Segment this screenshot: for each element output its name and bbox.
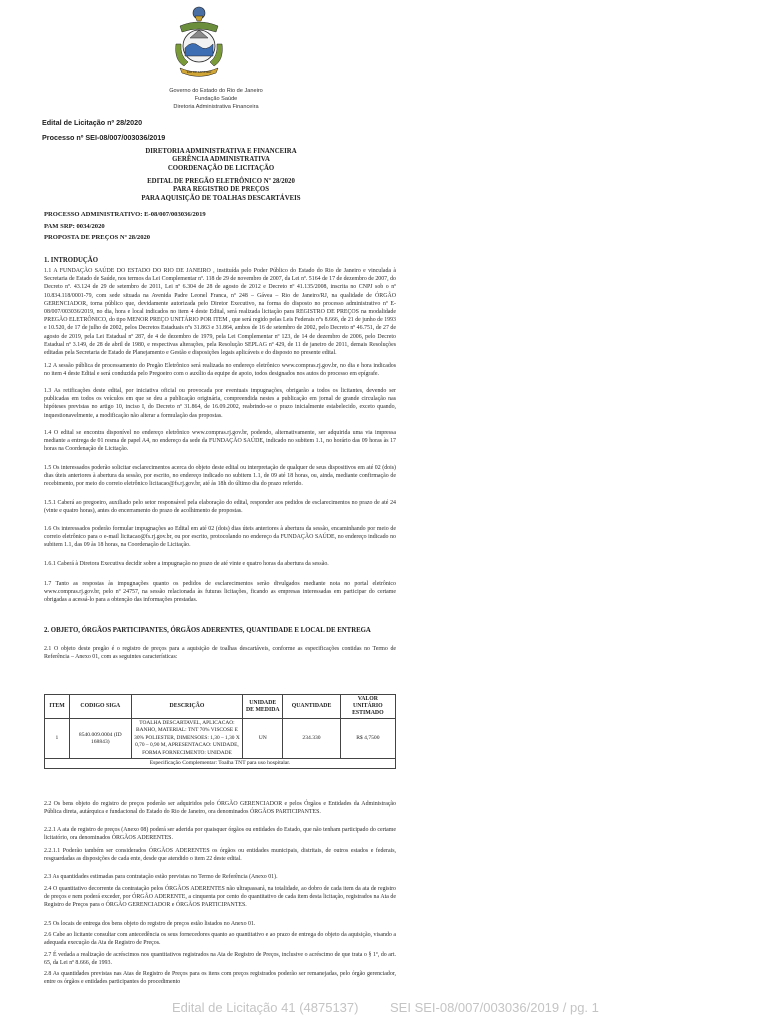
paragraph-2-3: 2.3 As quantidades estimadas para contratação estão previstas no Termo de Referência (Anexo 01). — [44, 874, 278, 880]
footer-document-id: Edital de Licitação 41 (4875137) — [172, 1000, 359, 1015]
diretoria-line: GERÊNCIA ADMINISTRATIVA — [172, 156, 270, 164]
cell-valor: R$ 4,7500 — [340, 719, 395, 759]
diretoria-block — [0, 148, 606, 173]
diretoria-line: DIRETORIA ADMINISTRATIVA E FINANCEIRA — [145, 148, 297, 155]
paragraph-2-6: 2.6 Cabe ao licitante consultar com antecedência os seus fornecedores quanto ao quantitativo e ao prazo de entrega do objeto da aquisição, visando a adequada execução da Ata de Registro de Preços. — [44, 932, 396, 947]
meta-processo: PROCESSO ADMINISTRATIVO: E-08/007/003036/2019 — [44, 211, 206, 218]
paragraph-1-3: 1.3 As retificações deste edital, por iniciativa oficial ou provocada por eventuais impugnações, obrigarão a todos os licitantes, devendo ser publicadas em todos os veículos em que se deu a publicação originária, compreendida nestes a publicação em jornal de grande circulação nas hipóteses previstas no artigo 10, inciso I, do Decreto nº 31.864, de 16.09.2002, reabrindo-se o prazo inicialmente estabelecido, exceto quando, inquestionavelmente, a modificação não alterar a formulação das propostas. — [44, 388, 396, 419]
paragraph-1-7: 1.7 Tanto as respostas às impugnações quanto os pedidos de esclarecimentos serão divulgados mediante nota no portal eletrônico www.compras.rj.gov.br, pelo nº 24757, na sessão relacionada às futuras licitações, ficando as empresas interessadas em participar do certame obrigadas a acessá-lo para a obtenção das informações prestadas. — [44, 581, 396, 604]
cell-note: Especificação Complementar: Toalha TNT para uso hospitalar. — [45, 759, 396, 769]
diretoria-line: COORDENAÇÃO DE LICITAÇÃO — [167, 164, 275, 172]
pregao-line: PARA REGISTRO DE PREÇOS — [173, 186, 269, 194]
cell-unidade: UN — [243, 719, 283, 759]
paragraph-2-8: 2.8 As quantidades previstas nas Atas de Registro de Preços para os itens com preços registrados poderão ser remanejadas, pelo órgão gerenciador, entre os órgãos e entidades participantes do procedimento — [44, 971, 396, 986]
paragraph-1-5-1: 1.5.1 Caberá ao pregoeiro, auxiliado pelo setor responsável pela elaboração do edital, responder aos pedidos de esclarecimentos no prazo de até 24 (vinte e quatro horas), antes do encerramento do prazo de acolhimento de propostas. — [44, 500, 396, 515]
pregao-block — [0, 178, 606, 203]
table-header-row — [45, 695, 396, 719]
col-item: ITEM — [45, 695, 70, 719]
meta-pam: PAM SRP: 0034/2020 — [44, 223, 105, 230]
paragraph-2-2: 2.2 Os bens objeto do registro de preços poderão ser adquiridos pelo ÓRGÃO GERENCIADOR e pelos Órgãos e Entidades da Administração Pública direta, autárquica e fundacional do Estado do Rio de Janeiro, ora denominados ÓRGÃOS PARTICIPANTES. — [44, 801, 396, 816]
header-line-directorate: Diretoria Administrativa Financeira — [173, 104, 259, 110]
cell-item: 1 — [45, 719, 70, 759]
state-coat-of-arms-icon — [170, 4, 228, 82]
col-descricao: DESCRIÇÃO — [131, 695, 243, 719]
table-row — [45, 719, 396, 759]
cell-codigo: 8540.009.0004 (ID 168843) — [69, 719, 131, 759]
section-2-title: 2. OBJETO, ÓRGÃOS PARTICIPANTES, ÓRGÃOS ADERENTES, QUANTIDADE E LOCAL DE ENTREGA — [44, 627, 371, 634]
pregao-line: PARA AQUISIÇÃO DE TOALHAS DESCARTÁVEIS — [141, 194, 301, 202]
edital-title: Edital de Licitação nº 28/2020 — [42, 118, 143, 127]
paragraph-1-6-1: 1.6.1 Caberá à Diretora Executiva decidir sobre a impugnação no prazo de até vinte e quatro horas da abertura da sessão. — [44, 561, 329, 567]
paragraph-1-4: 1.4 O edital se encontra disponível no endereço eletrônico www.compras.rj.gov.br, podendo, alternativamente, ser adquirida uma via impressa mediante a entrega de 01 resma de papel A4, no endereço da sede da FUNDAÇÃO SAÚDE, indicado no subitem 1.1, no horário das 09 horas às 17 horas na Coordenação de Licitação. — [44, 430, 396, 453]
meta-proposta: PROPOSTA DE PREÇOS Nº 28/2020 — [44, 234, 151, 241]
col-valor: VALOR UNITÁRIO ESTIMADO — [340, 695, 395, 719]
cell-descricao: TOALHA DESCARTAVEL, APLICACAO: BANHO, MATERIAL: TNT 70% VISCOSE E 30% POLIESTER, DIMENSOES: 1,30 – 1,30 X 0,70 – 0,90 M, APRESENTACAO: UNIDADE, FORMA FORNECIMENTO: UNIDADE — [131, 719, 243, 759]
pregao-line: EDITAL DE PREGÃO ELETRÔNICO Nº 28/2020 — [147, 178, 295, 185]
paragraph-2-2-1-1: 2.2.1.1 Poderão também ser considerados ÓRGÃOS ADERENTES os órgãos ou entidades municipais, distritais, de outros estados e federais, resguardadas as disposições de cada ente, desde que atendido o item 22 deste edital. — [44, 848, 396, 863]
paragraph-1-6: 1.6 Os interessados poderão formular impugnações ao Edital em até 02 (dois) dias úteis anteriores à abertura da sessão, encaminhando por meio de correio eletrônico para o e-mail licitacao@fs.rj.gov.br, ou por escrito, protocolando no endereço da FUNDAÇÃO SAÚDE, no endereço indicado no subitem 1.1, das 09 às 18 horas, na Coordenação de Licitação. — [44, 526, 396, 549]
col-codigo: CODIGO SIGA — [69, 695, 131, 719]
paragraph-2-5: 2.5 Os locais de entrega dos bens objeto do registro de preços estão listados no Anexo 01. — [44, 921, 256, 927]
paragraph-2-2-1: 2.2.1 A ata de registro de preços (Anexo 08) poderá ser aderida por quaisquer órgãos ou entidades do Estado, que não tenham participado do certame licitatório, ora denominados ÓRGÃOS ADERENTES. — [44, 827, 396, 842]
paragraph-2-7: 2.7 É vedada a realização de acréscimos nos quantitativos registrados na Ata de Registro de Preços, inclusive o acréscimo de que trata o § 1º, do art. 65, da Lei nº 8.666, de 1993. — [44, 952, 396, 967]
col-unidade: UNIDADE DE MEDIDA — [243, 695, 283, 719]
paragraph-1-1: 1.1 A FUNDAÇÃO SAÚDE DO ESTADO DO RIO DE JANEIRO , instituída pelo Poder Público do Estado do Rio de Janeiro e vinculada à Secretaria de Estado de Saúde, nos termos da Lei Complementar nº. 118 de 29 de novembro de 2007, da Lei nº. 5164 de 17 de dezembro de 2007, do Decreto nº. 43.124 de 29 de setembro de 2011, Lei nº 6.304 de 28 de agosto de 2012 e Decreto nº 41.135/2008, inscrita no CNPJ sob o nº 10.834.118/0001-79, com sede situada na Avenida Padre Leonel Franca, nº 248 – Gávea – Rio de Janeiro/RJ, na qualidade de ÓRGÃO GERENCIADOR, torna público que, devidamente autorizada pelo Diretor Executivo, na forma do disposto no processo administrativo nº E-08/007/003036/2019, no dia, hora e local indicados no item 4 deste Edital, será realizada licitação para REGISTRO DE PREÇOS na modalidade PREGÃO ELETRÔNICO, do tipo MENOR PREÇO UNITÁRIO POR ITEM , que será regido pelas Leis Federais nºs 8.666, de 21 de junho de 1993 e 10.520, de 17 de julho de 2002, pelos Decretos Estaduais nºs 31.863 e 31.864, ambos de 16 de setembro de 2002, pelo Decreto nº 46.751, de 27 de agosto de 2019, pela Lei Estadual nº 287, de 4 de dezembro de 1979, pela Lei Complementar nº 123, de 14 de dezembro de 2006, pelo Decreto Estadual nº 3.149, de 28 de abril de 1980, e respectivas alterações, pela Resolução SEPLAG nº 429, de 11 de janeiro de 2011, demais Resoluções editadas pela Secretaria de Estado de Planejamento e Gestão e disposições legais aplicáveis e do disposto no presente edital. — [44, 268, 396, 357]
paragraph-1-5: 1.5 Os interessados poderão solicitar esclarecimentos acerca do objeto deste edital ou interpretação de qualquer de seus dispositivos em até 02 (dois) dias úteis anteriores à abertura da sessão, por escrito, no endereço indicado no subitem 1.1, de 09 até 18 horas, ou, ainda, mediante confirmação de recebimento, por meio do correio eletrônico licitacao@fs.rj.gov.br, até às 18h do último dia do prazo referido. — [44, 465, 396, 488]
table-note-row — [45, 759, 396, 769]
processo-title: Processo nº SEI-08/007/003036/2019 — [42, 133, 166, 142]
paragraph-2-1: 2.1 O objeto deste pregão é o registro de preços para a aquisição de toalhas descartáveis, conforme as especificações contidas no Termo de Referência – Anexo 01, com as seguintes características: — [44, 646, 396, 661]
header-line-government: Governo do Estado do Rio de Janeiro — [169, 88, 263, 94]
items-table — [44, 694, 396, 769]
paragraph-2-4: 2.4 O quantitativo decorrente da contratação pelos ÓRGÃOS ADERENTES não ultrapassará, na totalidade, ao dobro de cada item da ata de registro de preços e nem poderá exceder, por ÓRGÃO ADERENTE, a cinquenta por cento do quantitativo de cada item desta licitação, registrados na Ata de Registro de Preços para o ÓRGÃO GERENCIADOR e ÓRGÃOS PARTICIPANTES. — [44, 886, 396, 909]
header-line-foundation: Fundação Saúde — [194, 96, 238, 102]
paragraph-1-2: 1.2 A sessão pública de processamento do Pregão Eletrônico será realizada no endereço eletrônico www.compras.rj.gov.br, no dia e hora indicados no item 4 deste Edital e será conduzida pelo Pregoeiro com o auxílio da equipe de apoio, todos designados nos autos do processo em epígrafe. — [44, 363, 396, 378]
section-1-title: 1. INTRODUÇÃO — [44, 257, 99, 264]
col-quantidade: QUANTIDADE — [283, 695, 340, 719]
svg-text:RIO DE JANEIRO: RIO DE JANEIRO — [186, 70, 212, 74]
footer-process-page: SEI SEI-08/007/003036/2019 / pg. 1 — [390, 1000, 599, 1015]
cell-quantidade: 234.330 — [283, 719, 340, 759]
